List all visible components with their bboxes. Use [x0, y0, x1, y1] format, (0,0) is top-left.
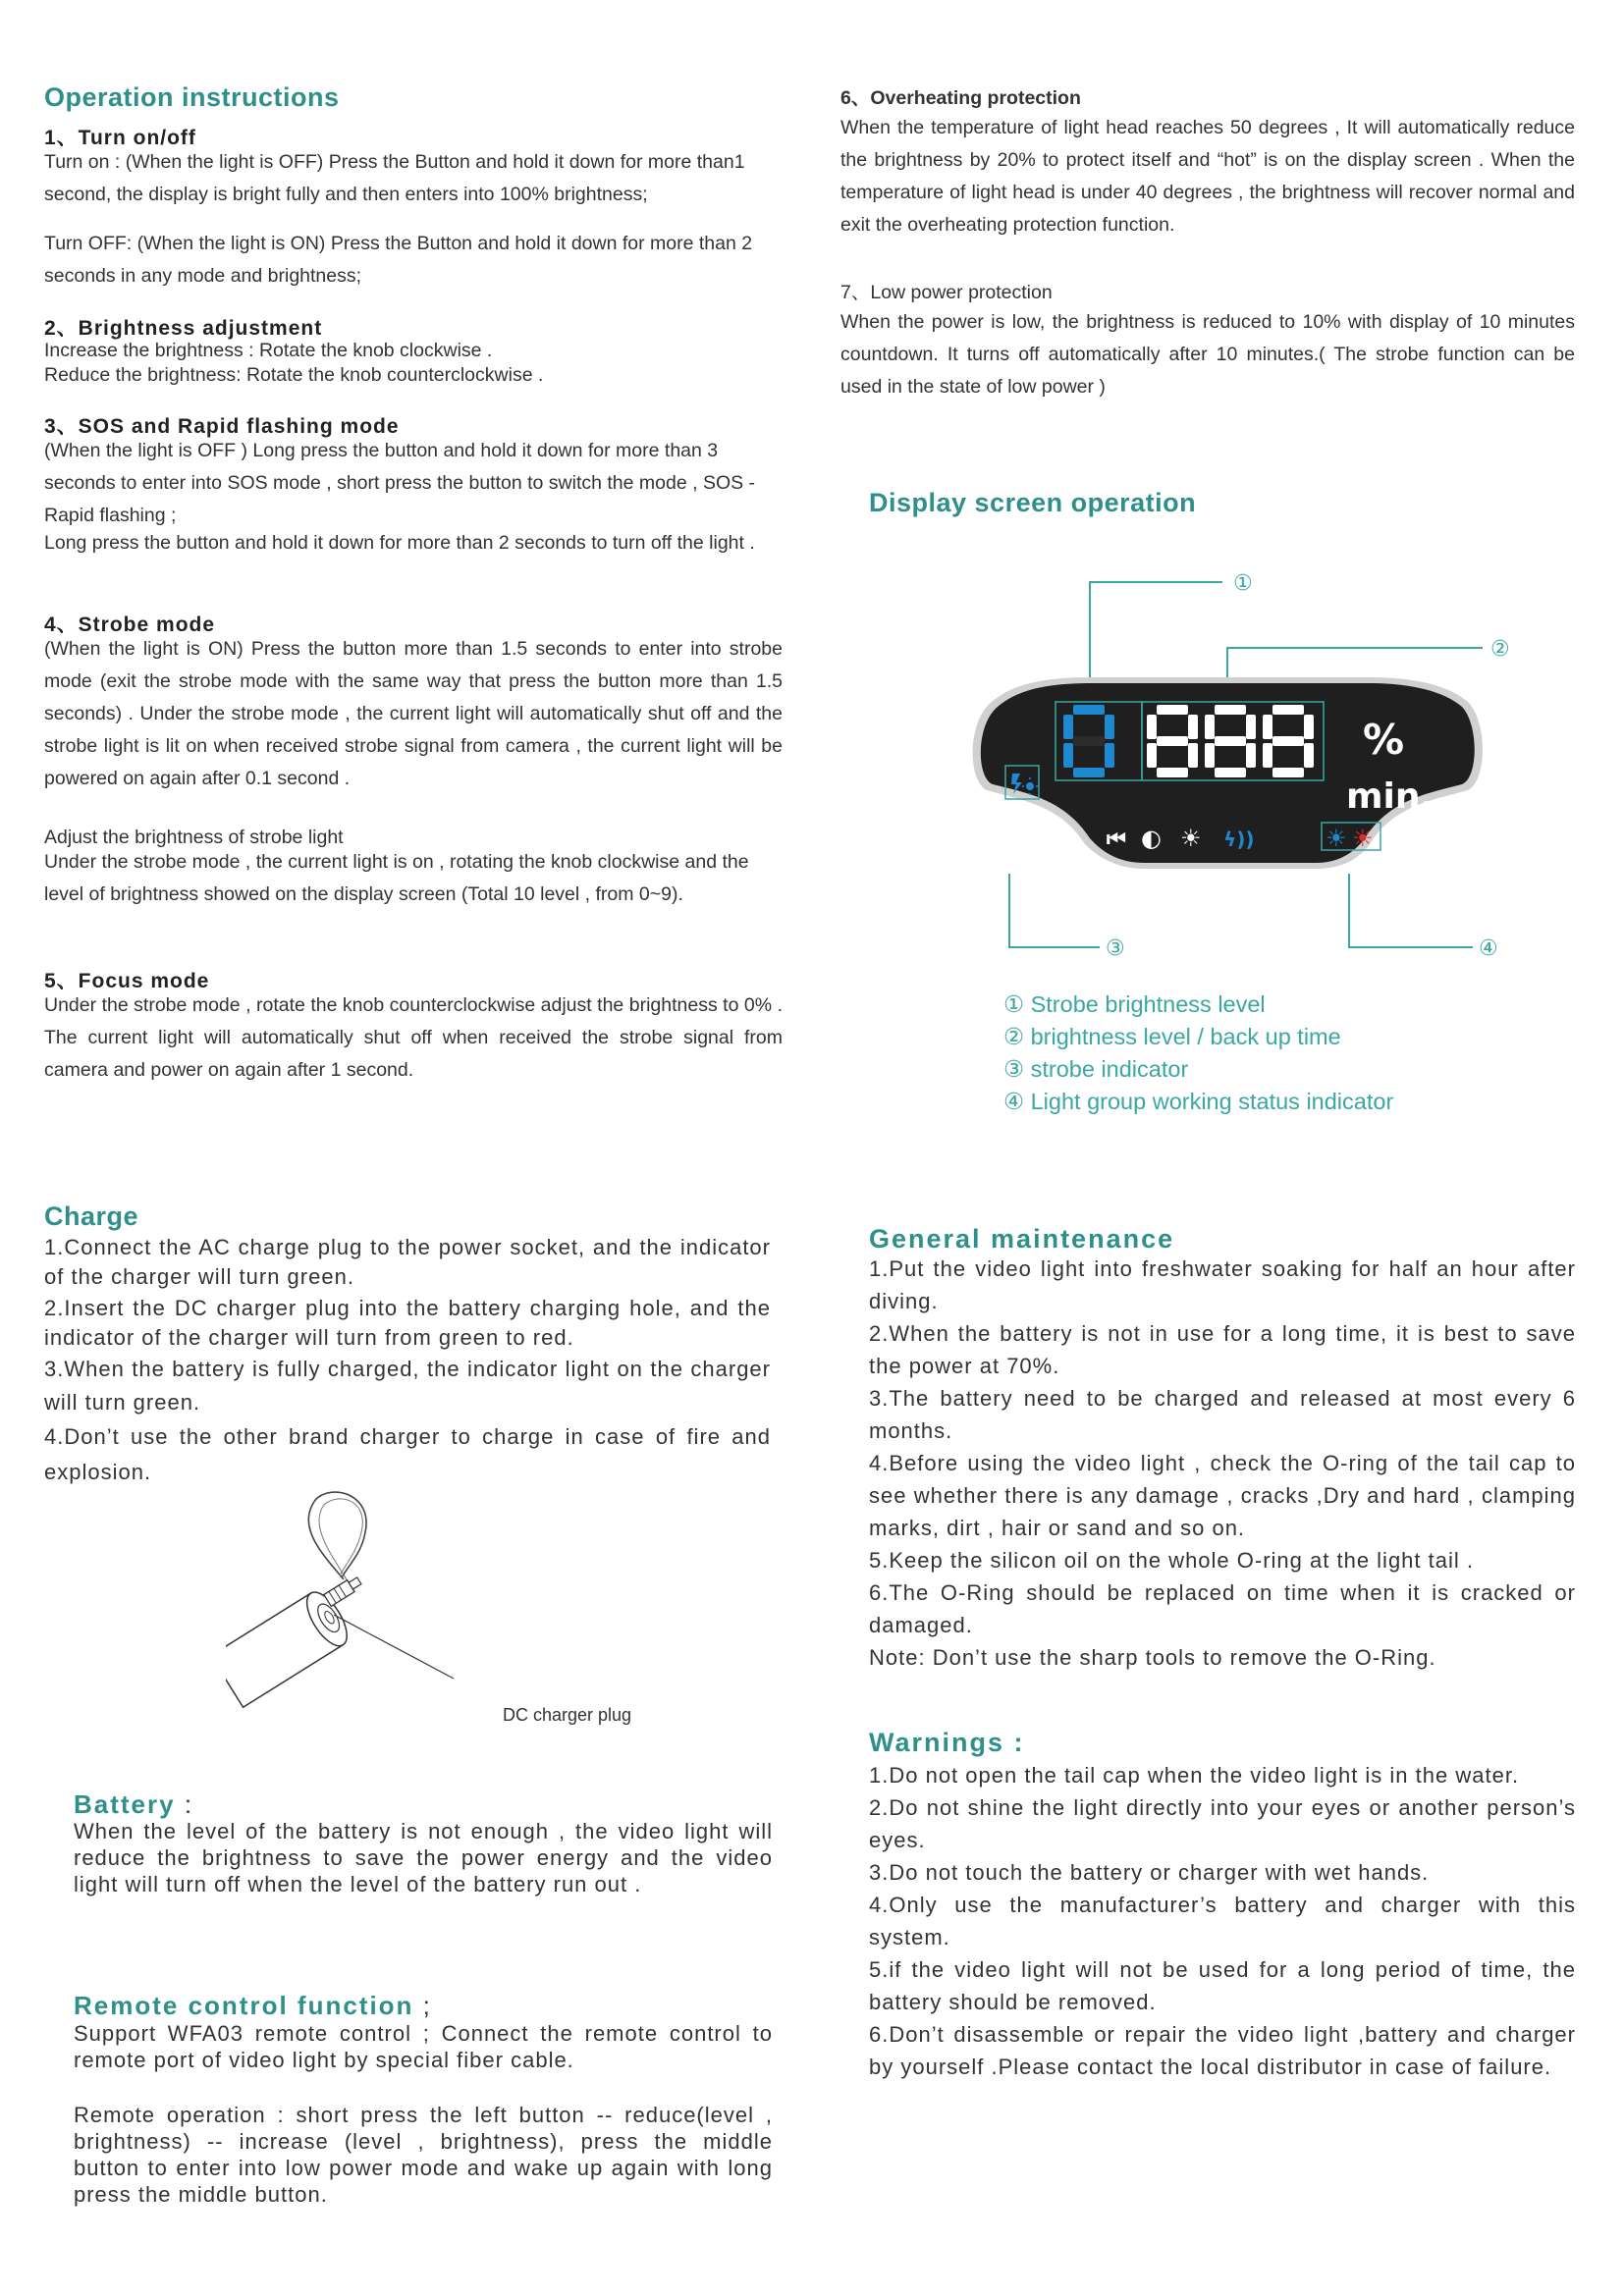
maintenance-item: 4.Before using the video light , check the O-ring of the tail cap to see whether there is any damage , cracks ,Dry and hard , clamping marks, dirt , hair or sand and so on.	[869, 1451, 1576, 1540]
legend-item: ④ Light group working status indicator	[1003, 1089, 1394, 1114]
digit-3-segment-g	[1272, 736, 1304, 746]
status-icon-row	[1107, 825, 1374, 852]
remote-paragraph: Support WFA03 remote control ; Connect the remote control to remote port of video light by special fiber cable.	[74, 2021, 773, 2072]
strobe-adjust-paragraph: Under the strobe mode , the current light is on , rotating the knob clockwise and the level of brightness showed on the display screen (Total 10 level , from 0~9).	[44, 851, 749, 905]
callout-4-leader	[1349, 874, 1473, 947]
turn-off-paragraph: Turn OFF: (When the light is ON) Press the Button and hold it down for more than 2 seconds in any mode and brightness;	[44, 233, 753, 287]
strobe-mode-paragraph: (When the light is ON) Press the button more than 1.5 seconds to enter into strobe mode (exit the strobe mode with the same way that press the button more than 1.5 seconds) . Under the strobe mode , the current light will automatically shut off and the strobe light is lit on when received strobe signal from camera , the current light will be powered on again after 0.1 second .	[44, 638, 783, 789]
min-unit: min.	[1346, 776, 1435, 817]
charge-list	[44, 1233, 771, 1490]
turn-on-paragraph: Turn on : (When the light is OFF) Press the Button and hold it down for more than1 second, the display is bright fully and then enters into 100% brightness;	[44, 151, 745, 205]
digit-3-segment-f	[1263, 715, 1272, 739]
overheating-paragraph: When the temperature of light head reaches 50 degrees , It will automatically reduce the brightness by 20% to protect itself and “hot” is on the display screen . When the temperature of light head is under 40 degrees , the brightness will recover normal and exit the overheating protection function.	[840, 117, 1575, 236]
maintenance-note: Note: Don’t use the sharp tools to remove the O-Ring.	[869, 1645, 1436, 1670]
digit-0-segment-g	[1073, 736, 1105, 746]
maintenance-list	[869, 1253, 1576, 1674]
display-diagram	[923, 560, 1532, 972]
warnings-heading: Warnings :	[869, 1728, 1025, 1757]
plug-leader-line	[334, 1615, 454, 1679]
low-power-title: 7、Low power protection	[840, 282, 1053, 303]
sos-off-paragraph: Long press the button and hold it down for more than 2 seconds to turn off the light .	[44, 532, 755, 554]
digit-1-segment-f	[1147, 715, 1157, 739]
sos-paragraph: (When the light is OFF ) Long press the button and hold it down for more than 3 seconds to enter into SOS mode , short press the button to switch the mode , SOS - Rapid flashing ;	[44, 440, 756, 526]
display-legend	[1003, 988, 1393, 1118]
focus-mode-paragraph: Under the strobe mode , rotate the knob counterclockwise adjust the brightness to 0% . The current light will automatically shut off when received the strobe signal from camera and power on again after 1 second.	[44, 994, 783, 1081]
callout-3-marker: ③	[1106, 936, 1125, 961]
digit-3-segment-b	[1304, 715, 1314, 739]
charge-item: 2.Insert the DC charger plug into the battery charging hole, and the indicator of the charger will turn from green to red.	[44, 1296, 771, 1350]
remote-operation-paragraph: Remote operation : short press the left button -- reduce(level , brightness) -- increase (level , brightness), press the middle button to enter into low power mode and wake up again with long press the middle button.	[74, 2103, 773, 2207]
maintenance-item: 6.The O-Ring should be replaced on time when it is cracked or damaged.	[869, 1580, 1576, 1637]
digit-2-segment-g	[1215, 736, 1246, 746]
charge-item: 3.When the battery is fully charged, the indicator light on the charger will turn green.	[44, 1357, 771, 1415]
warning-item: 4.Only use the manufacturer’s battery and charger with this system.	[869, 1893, 1576, 1949]
charger-cable	[308, 1492, 366, 1579]
warnings-list	[869, 1759, 1576, 2083]
strobe-adjust-line: Adjust the brightness of strobe light	[44, 827, 344, 848]
turn-on-off-heading: 1、Turn on/off	[44, 127, 196, 149]
brightness-adjustment-heading: 2、Brightness adjustment	[44, 317, 323, 340]
strobe-sun-icon	[1026, 782, 1034, 790]
battery-heading	[74, 1789, 193, 1820]
digit-2-segment-a	[1215, 705, 1246, 715]
warning-item: 1.Do not open the tail cap when the video light is in the water.	[869, 1763, 1520, 1788]
digit-0-segment-b	[1105, 715, 1114, 739]
digit-1-segment-g	[1157, 736, 1188, 746]
battery-title: Battery	[74, 1789, 176, 1819]
brightness-reduce-line: Reduce the brightness: Rotate the knob counterclockwise .	[44, 364, 544, 386]
digit-1-segment-e	[1147, 743, 1157, 768]
battery-paragraph: When the level of the battery is not enough , the video light will reduce the brightness to save the power energy and the video light will turn off when the level of the battery run out .	[74, 1819, 773, 1896]
legend-item: ③ strobe indicator	[1003, 1056, 1189, 1082]
maintenance-item: 5.Keep the silicon oil on the whole O-ring at the light tail .	[869, 1548, 1474, 1573]
display-screen-heading: Display screen operation	[869, 488, 1197, 517]
warning-item: 3.Do not touch the battery or charger with wet hands.	[869, 1860, 1430, 1885]
dc-charger-plug-label: DC charger plug	[503, 1705, 632, 1725]
remote-signal-icon: ϟ))	[1223, 828, 1255, 851]
digit-0-segment-d	[1073, 768, 1105, 777]
digit-2-segment-d	[1215, 768, 1246, 777]
charge-heading: Charge	[44, 1201, 139, 1231]
sos-heading: 3、SOS and Rapid flashing mode	[44, 415, 400, 438]
low-power-heading	[840, 277, 1053, 309]
digit-0-segment-c	[1105, 743, 1114, 768]
digit-3-segment-a	[1272, 705, 1304, 715]
callout-3-leader	[1009, 874, 1100, 947]
maintenance-item: 1.Put the video light into freshwater soaking for half an hour after diving.	[869, 1256, 1576, 1313]
digit-1-segment-b	[1188, 715, 1198, 739]
charge-item: 1.Connect the AC charge plug to the power socket, and the indicator of the charger will turn green.	[44, 1235, 771, 1289]
overheating-heading	[840, 82, 1081, 115]
digit-0-segment-e	[1063, 743, 1073, 768]
focus-icon: ◐	[1141, 825, 1162, 852]
charge-item: 4.Don’t use the other brand charger to charge in case of fire and explosion.	[44, 1424, 771, 1484]
backup-icon: ⏮	[1107, 828, 1126, 852]
digit-1-segment-d	[1157, 768, 1188, 777]
percent-unit: %	[1363, 716, 1405, 764]
remote-heading	[74, 1991, 432, 2021]
legend-item: ② brightness level / back up time	[1003, 1024, 1341, 1049]
general-maintenance-heading: General maintenance	[869, 1224, 1175, 1254]
low-power-paragraph: When the power is low, the brightness is reduced to 10% with display of 10 minutes countdown. It turns off automatically after 10 minutes.( The strobe function can be used in the state of low power )	[840, 311, 1575, 398]
remote-colon: ;	[413, 1991, 432, 2020]
maintenance-item: 3.The battery need to be charged and released at most every 6 months.	[869, 1386, 1576, 1443]
battery-colon: :	[175, 1789, 194, 1819]
light-group-red-icon: ☀	[1352, 825, 1374, 852]
light-group-blue-icon: ☀	[1326, 825, 1347, 852]
remote-title: Remote control function	[74, 1991, 414, 2020]
digit-3-segment-e	[1263, 743, 1272, 768]
digit-3-segment-d	[1272, 768, 1304, 777]
digit-3-segment-c	[1304, 743, 1314, 768]
warning-item: 5.if the video light will not be used for a long period of time, the battery should be removed.	[869, 1957, 1576, 2014]
digit-2-segment-c	[1246, 743, 1256, 768]
legend-item: ① Strobe brightness level	[1003, 991, 1266, 1017]
maintenance-item: 2.When the battery is not in use for a long time, it is best to save the power at 70%.	[869, 1321, 1576, 1378]
brightness-increase-line: Increase the brightness : Rotate the knob clockwise .	[44, 340, 493, 361]
digit-2-segment-b	[1246, 715, 1256, 739]
warning-item: 6.Don’t disassemble or repair the video light ,battery and charger by yourself .Please contact the local distributor in case of failure.	[869, 2022, 1576, 2079]
callout-2-marker: ②	[1490, 637, 1510, 662]
digit-2-segment-e	[1205, 743, 1215, 768]
overheating-title: 6、Overheating protection	[840, 87, 1081, 109]
callout-4-marker: ④	[1479, 936, 1498, 961]
callout-1-marker: ①	[1233, 571, 1253, 596]
digit-0-segment-a	[1073, 705, 1105, 715]
operation-instructions-heading: Operation instructions	[44, 82, 340, 112]
digit-2-segment-f	[1205, 715, 1215, 739]
strobe-mode-heading: 4、Strobe mode	[44, 614, 216, 636]
digit-1-segment-a	[1157, 705, 1188, 715]
focus-mode-heading: 5、Focus mode	[44, 970, 210, 992]
flood-icon: ☀	[1180, 825, 1202, 852]
charger-illustration	[226, 1487, 520, 1747]
warning-item: 2.Do not shine the light directly into your eyes or another person’s eyes.	[869, 1795, 1576, 1852]
digit-0-segment-f	[1063, 715, 1073, 739]
digit-1-segment-c	[1188, 743, 1198, 768]
